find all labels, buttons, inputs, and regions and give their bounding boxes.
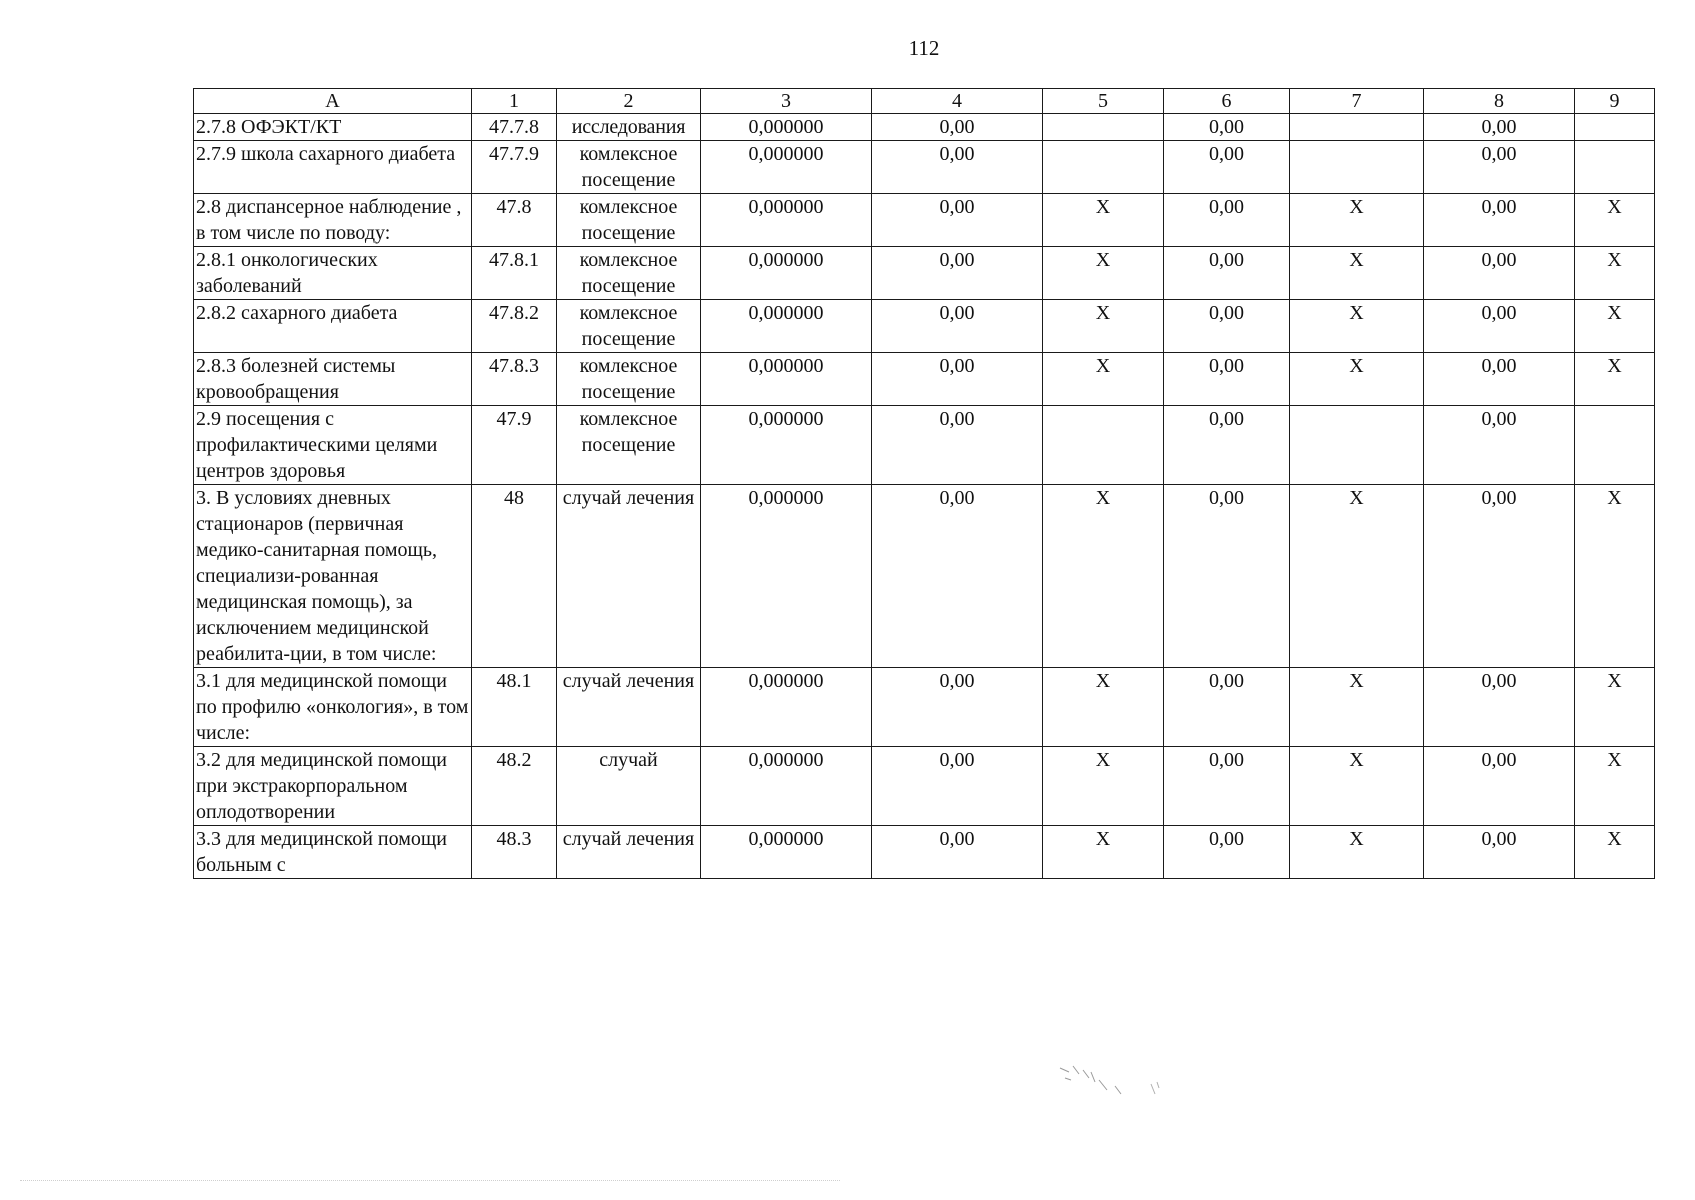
- cell-value-col-9: [1575, 114, 1655, 141]
- cell-value-col-8: 0,00: [1424, 247, 1575, 300]
- column-header-a: А: [194, 89, 472, 114]
- cell-row-code: 48.3: [472, 826, 557, 879]
- cell-unit: комлексное посещение: [557, 247, 701, 300]
- cell-value-col-5: Х: [1043, 353, 1164, 406]
- cell-value-col-9: Х: [1575, 747, 1655, 826]
- cell-value-col-3: 0,000000: [701, 300, 872, 353]
- cell-value-col-9: Х: [1575, 247, 1655, 300]
- cell-value-col-6: 0,00: [1164, 485, 1290, 668]
- table-row: [194, 141, 1655, 194]
- cell-unit: случай лечения: [557, 826, 701, 879]
- table-body: [194, 114, 1655, 879]
- cell-row-code: 47.8.3: [472, 353, 557, 406]
- cell-unit: комлексное посещение: [557, 406, 701, 485]
- cell-unit: комлексное посещение: [557, 300, 701, 353]
- table-header: [194, 89, 1655, 114]
- cell-value-col-9: Х: [1575, 353, 1655, 406]
- cell-value-col-9: Х: [1575, 485, 1655, 668]
- cell-value-col-9: [1575, 141, 1655, 194]
- cell-value-col-3: 0,000000: [701, 826, 872, 879]
- cell-row-code: 48.1: [472, 668, 557, 747]
- cell-value-col-8: 0,00: [1424, 114, 1575, 141]
- cell-value-col-8: 0,00: [1424, 194, 1575, 247]
- cell-value-col-8: 0,00: [1424, 668, 1575, 747]
- cell-unit: комлексное посещение: [557, 141, 701, 194]
- cell-row-code: 47.8: [472, 194, 557, 247]
- cell-row-code: 47.7.9: [472, 141, 557, 194]
- cell-value-col-8: 0,00: [1424, 485, 1575, 668]
- cell-unit: случай: [557, 747, 701, 826]
- cell-indicator-name: 3. В условиях дневных стационаров (первичная медико-санитарная помощь, специализи-рованная медицинская помощь), за исключением медицинской реабилита-ции, в том числе:: [194, 485, 472, 668]
- column-header-5: 5: [1043, 89, 1164, 114]
- cell-value-col-6: 0,00: [1164, 114, 1290, 141]
- cell-value-col-6: 0,00: [1164, 194, 1290, 247]
- cell-value-col-5: [1043, 406, 1164, 485]
- cell-value-col-8: 0,00: [1424, 747, 1575, 826]
- table-row: [194, 114, 1655, 141]
- cell-row-code: 48.2: [472, 747, 557, 826]
- cell-indicator-name: 2.8 диспансерное наблюдение , в том числе по поводу:: [194, 194, 472, 247]
- cell-unit: исследования: [557, 114, 701, 141]
- cell-value-col-5: Х: [1043, 826, 1164, 879]
- cell-value-col-3: 0,000000: [701, 114, 872, 141]
- cell-indicator-name: 2.7.9 школа сахарного диабета: [194, 141, 472, 194]
- cell-value-col-6: 0,00: [1164, 406, 1290, 485]
- cell-value-col-5: Х: [1043, 668, 1164, 747]
- cell-value-col-9: Х: [1575, 194, 1655, 247]
- cell-value-col-3: 0,000000: [701, 194, 872, 247]
- cell-value-col-6: 0,00: [1164, 247, 1290, 300]
- cell-row-code: 48: [472, 485, 557, 668]
- cell-value-col-4: 0,00: [872, 247, 1043, 300]
- cell-value-col-5: Х: [1043, 300, 1164, 353]
- cell-value-col-9: [1575, 406, 1655, 485]
- cell-value-col-7: Х: [1290, 353, 1424, 406]
- cell-value-col-7: [1290, 114, 1424, 141]
- table-row: [194, 485, 1655, 668]
- cell-value-col-8: 0,00: [1424, 826, 1575, 879]
- table-row: [194, 668, 1655, 747]
- cell-value-col-4: 0,00: [872, 194, 1043, 247]
- cell-indicator-name: 3.2 для медицинской помощи при экстракорпоральном оплодотворении: [194, 747, 472, 826]
- column-header-1: 1: [472, 89, 557, 114]
- cell-value-col-9: Х: [1575, 668, 1655, 747]
- cell-value-col-7: Х: [1290, 300, 1424, 353]
- cell-value-col-7: Х: [1290, 826, 1424, 879]
- cell-row-code: 47.8.2: [472, 300, 557, 353]
- scan-artifact-mark: [1055, 1060, 1175, 1100]
- cell-value-col-4: 0,00: [872, 747, 1043, 826]
- cell-indicator-name: 3.1 для медицинской помощи по профилю «онкология», в том числе:: [194, 668, 472, 747]
- scan-artifact-line: [20, 1180, 840, 1183]
- cell-value-col-4: 0,00: [872, 668, 1043, 747]
- column-header-6: 6: [1164, 89, 1290, 114]
- cell-unit: случай лечения: [557, 485, 701, 668]
- cell-unit: комлексное посещение: [557, 194, 701, 247]
- cell-value-col-9: Х: [1575, 300, 1655, 353]
- cell-value-col-4: 0,00: [872, 485, 1043, 668]
- column-header-7: 7: [1290, 89, 1424, 114]
- cell-value-col-3: 0,000000: [701, 353, 872, 406]
- cell-value-col-6: 0,00: [1164, 668, 1290, 747]
- table-row: [194, 747, 1655, 826]
- cell-value-col-8: 0,00: [1424, 300, 1575, 353]
- header-row: [194, 89, 1655, 114]
- cell-value-col-5: [1043, 141, 1164, 194]
- table-row: [194, 353, 1655, 406]
- cell-value-col-8: 0,00: [1424, 353, 1575, 406]
- column-header-8: 8: [1424, 89, 1575, 114]
- cell-value-col-3: 0,000000: [701, 668, 872, 747]
- cell-value-col-5: Х: [1043, 247, 1164, 300]
- column-header-4: 4: [872, 89, 1043, 114]
- cell-value-col-3: 0,000000: [701, 141, 872, 194]
- cell-value-col-6: 0,00: [1164, 826, 1290, 879]
- table-row: [194, 300, 1655, 353]
- column-header-2: 2: [557, 89, 701, 114]
- cell-value-col-4: 0,00: [872, 406, 1043, 485]
- column-header-3: 3: [701, 89, 872, 114]
- cell-value-col-3: 0,000000: [701, 406, 872, 485]
- cell-unit: случай лечения: [557, 668, 701, 747]
- cell-indicator-name: 2.8.3 болезней системы кровообращения: [194, 353, 472, 406]
- cell-value-col-7: Х: [1290, 194, 1424, 247]
- cell-value-col-4: 0,00: [872, 300, 1043, 353]
- cell-value-col-7: Х: [1290, 247, 1424, 300]
- cell-value-col-3: 0,000000: [701, 747, 872, 826]
- cell-value-col-6: 0,00: [1164, 747, 1290, 826]
- cell-value-col-7: [1290, 141, 1424, 194]
- table-row: [194, 247, 1655, 300]
- data-table: [193, 88, 1655, 879]
- cell-row-code: 47.9: [472, 406, 557, 485]
- cell-indicator-name: 2.8.1 онкологических заболеваний: [194, 247, 472, 300]
- cell-value-col-4: 0,00: [872, 826, 1043, 879]
- cell-value-col-5: Х: [1043, 194, 1164, 247]
- cell-value-col-4: 0,00: [872, 141, 1043, 194]
- cell-value-col-5: Х: [1043, 485, 1164, 668]
- cell-row-code: 47.8.1: [472, 247, 557, 300]
- cell-value-col-3: 0,000000: [701, 247, 872, 300]
- cell-indicator-name: 2.7.8 ОФЭКТ/КТ: [194, 114, 472, 141]
- cell-value-col-4: 0,00: [872, 353, 1043, 406]
- cell-value-col-3: 0,000000: [701, 485, 872, 668]
- table-row: [194, 406, 1655, 485]
- cell-value-col-7: [1290, 406, 1424, 485]
- cell-indicator-name: 2.8.2 сахарного диабета: [194, 300, 472, 353]
- cell-value-col-9: Х: [1575, 826, 1655, 879]
- cell-value-col-5: [1043, 114, 1164, 141]
- cell-indicator-name: 3.3 для медицинской помощи больным с: [194, 826, 472, 879]
- cell-unit: комлексное посещение: [557, 353, 701, 406]
- cell-value-col-7: Х: [1290, 485, 1424, 668]
- cell-value-col-7: Х: [1290, 747, 1424, 826]
- column-header-9: 9: [1575, 89, 1655, 114]
- cell-value-col-8: 0,00: [1424, 141, 1575, 194]
- cell-value-col-6: 0,00: [1164, 353, 1290, 406]
- cell-value-col-6: 0,00: [1164, 300, 1290, 353]
- table-row: [194, 826, 1655, 879]
- cell-value-col-6: 0,00: [1164, 141, 1290, 194]
- cell-value-col-4: 0,00: [872, 114, 1043, 141]
- cell-value-col-8: 0,00: [1424, 406, 1575, 485]
- cell-row-code: 47.7.8: [472, 114, 557, 141]
- cell-value-col-5: Х: [1043, 747, 1164, 826]
- table-row: [194, 194, 1655, 247]
- page-number: 112: [908, 36, 940, 60]
- cell-indicator-name: 2.9 посещения с профилактическими целями центров здоровья: [194, 406, 472, 485]
- cell-value-col-7: Х: [1290, 668, 1424, 747]
